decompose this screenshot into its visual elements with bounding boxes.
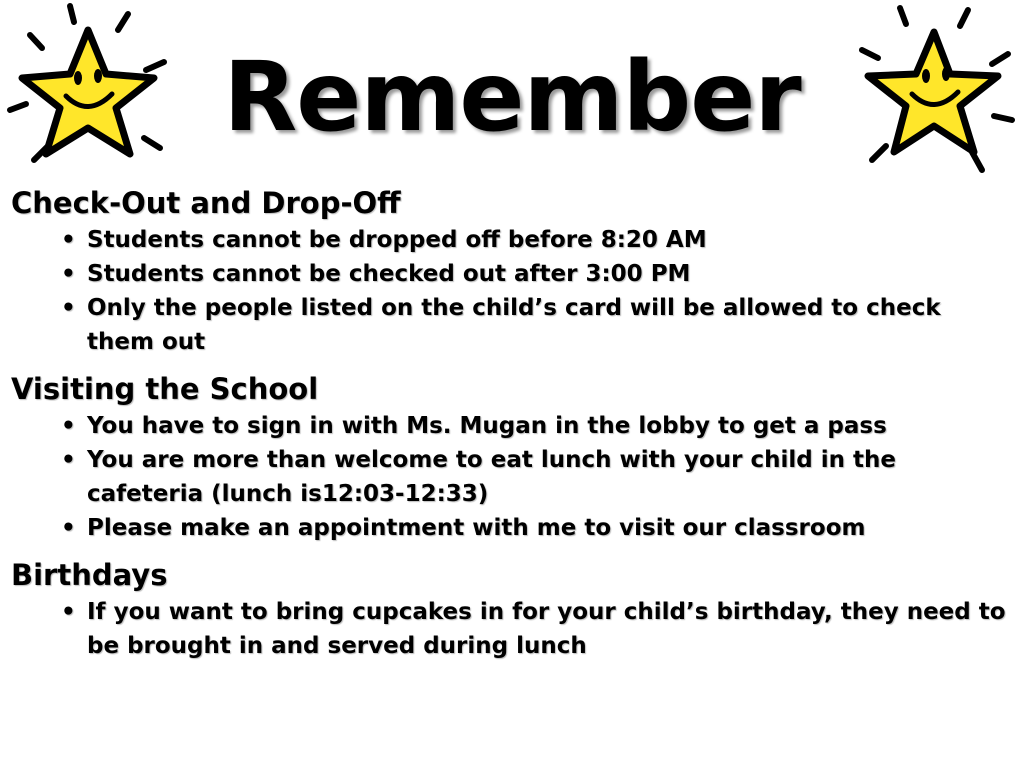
section-heading: Birthdays — [11, 558, 168, 592]
content-body — [11, 183, 1011, 673]
section-birthdays — [11, 555, 1011, 663]
bullet-list — [11, 595, 1011, 663]
list-item-text: Students cannot be dropped off before 8:20 AM — [87, 227, 707, 253]
list-item-text: Students cannot be checked out after 3:00 PM — [87, 261, 691, 287]
list-item: • You have to sign in with Ms. Mugan in the lobby to get a pass — [61, 413, 887, 439]
section-heading: Visiting the School — [11, 372, 319, 406]
page-title: Remember — [223, 41, 801, 153]
list-item: • Students cannot be checked out after 3:00 PM — [61, 261, 691, 287]
section-visiting — [11, 369, 1011, 545]
list-item: • Only the people listed on the child’s card will be allowed to check them out — [61, 295, 941, 355]
list-item: • Students cannot be dropped off before 8:20 AM — [61, 227, 707, 253]
list-item-text: Please make an appointment with me to visit our classroom — [87, 515, 866, 541]
bullet-list — [11, 409, 1011, 545]
section-check-out — [11, 183, 1011, 359]
list-item: • Please make an appointment with me to visit our classroom — [61, 515, 866, 541]
list-item-text: You have to sign in with Ms. Mugan in the lobby to get a pass — [87, 413, 887, 439]
section-heading: Check-Out and Drop-Off — [11, 186, 401, 220]
bullet-list — [11, 223, 1011, 359]
list-item: • You are more than welcome to eat lunch with your child in the cafeteria (lunch is12:03-12:33) — [61, 447, 896, 507]
list-item-text: Only the people listed on the child’s card will be allowed to check them out — [87, 295, 941, 355]
list-item: • If you want to bring cupcakes in for your child’s birthday, they need to be brought in and served during lunch — [61, 599, 1006, 659]
list-item-text: If you want to bring cupcakes in for your child’s birthday, they need to be brought in and served during lunch — [87, 599, 1006, 659]
list-item-text: You are more than welcome to eat lunch with your child in the cafeteria (lunch is12:03-12:33) — [87, 447, 896, 507]
